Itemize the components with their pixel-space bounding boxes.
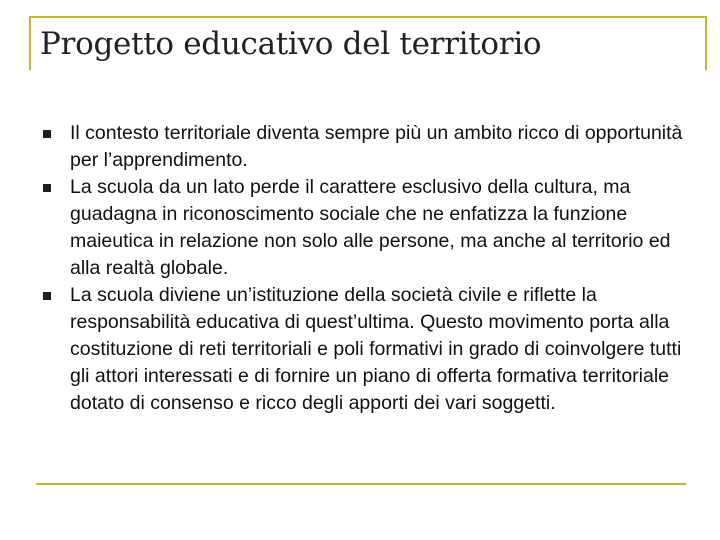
right-frame-line (705, 16, 707, 70)
top-divider-line (29, 16, 705, 18)
left-frame-line (29, 16, 31, 70)
bullet-item (43, 282, 693, 417)
bullet-text: Il contesto territoriale diventa sempre più un ambito ricco di opportunità per l’apprendimento. (70, 122, 683, 171)
bullet-item (43, 120, 693, 174)
bullet-item (43, 174, 693, 282)
bullet-text: La scuola da un lato perde il carattere esclusivo della cultura, ma guadagna in riconoscimento sociale che ne enfatizza la funzione maieutica in relazione non solo alle persone, ma anche al territorio ed alla realtà globale. (70, 176, 671, 279)
square-bullet-icon (43, 130, 51, 138)
bottom-divider-line (36, 483, 686, 485)
square-bullet-icon (43, 292, 51, 300)
square-bullet-icon (43, 184, 51, 192)
bullet-list (43, 120, 693, 417)
slide-title: Progetto educativo del territorio (40, 26, 542, 62)
bullet-text: La scuola diviene un’istituzione della società civile e riflette la responsabilità educativa di quest’ultima. Questo movimento porta alla costituzione di reti territoriali e poli formativi in grado di coinvolgere tutti gli attori interessati e di fornire un piano di offerta formativa territoriale dotato di consenso e ricco degli apporti dei vari soggetti. (70, 284, 682, 414)
